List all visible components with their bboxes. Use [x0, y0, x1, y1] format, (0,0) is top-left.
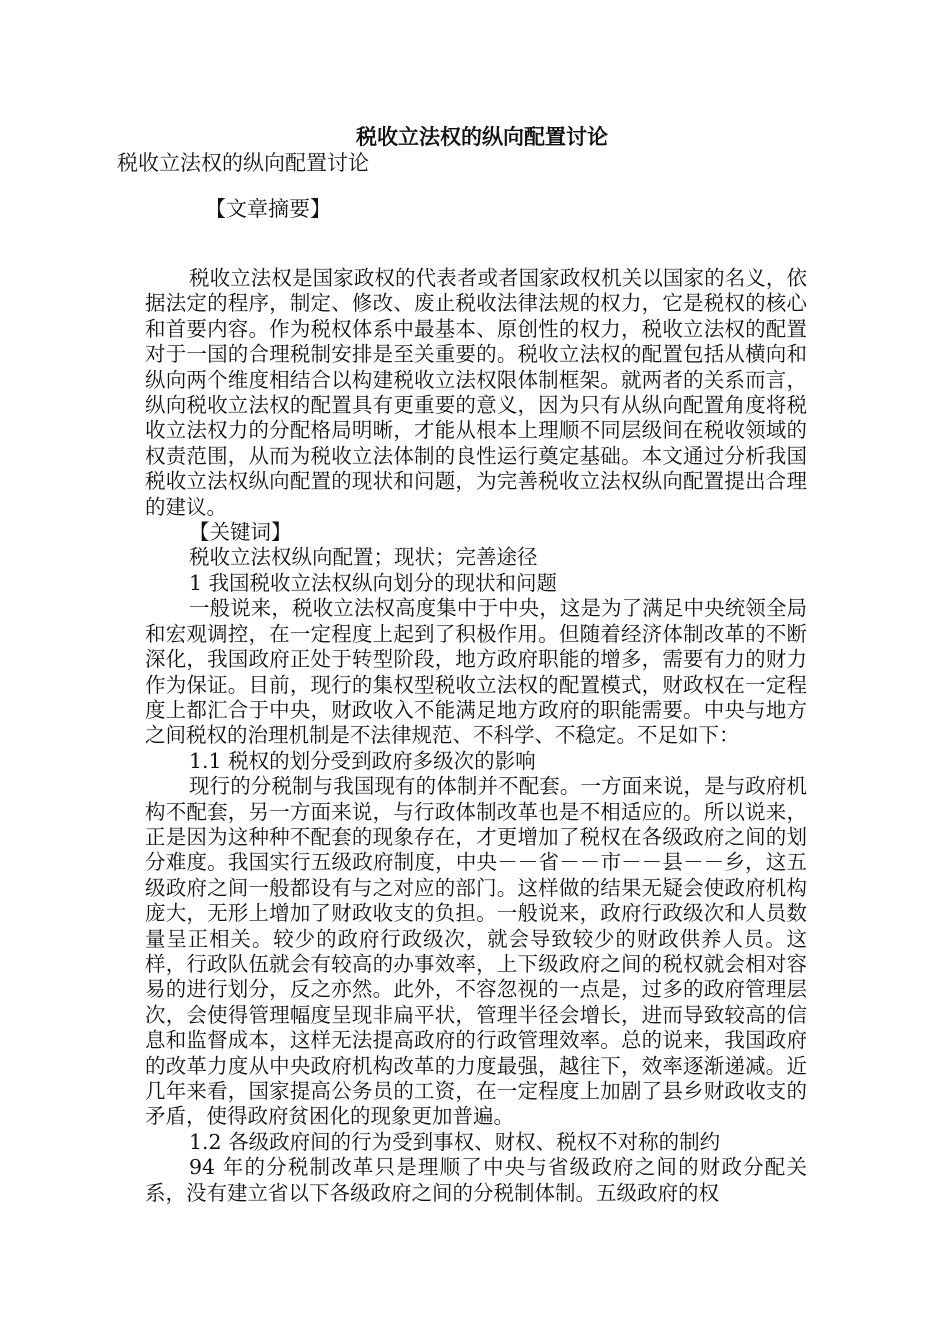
- keywords-heading: 【关键词】: [189, 520, 292, 545]
- document-subtitle: 税收立法权的纵向配置讨论: [117, 151, 369, 175]
- document-title: 税收立法权的纵向配置讨论: [356, 124, 608, 149]
- document-page: [117, 124, 807, 1206]
- section-1-1-heading: 1.1 税权的划分受到政府多级次的影响: [189, 748, 536, 773]
- section-1-heading: 1 我国税收立法权纵向划分的现状和问题: [189, 570, 558, 595]
- section-1-2-heading: 1.2 各级政府间的行为受到事权、财权、税权不对称的制约: [189, 1129, 721, 1154]
- section-1-paragraph: 一般说来，税收立法权高度集中于中央，这是为了满足中央统领全局和宏观调控，在一定程度上起到了积极作用。但随着经济体制改革的不断深化，我国政府正处于转型阶段，地方政府职能的增多，需要有力的财力作为保证。目前，现行的集权型税收立法权的配置模式，财政权在一定程度上都汇合于中央，财政收入不能满足地方政府的职能需要。中央与地方之间税权的治理机制是不法律规范、不科学、不稳定。不足如下：: [145, 596, 807, 748]
- section-1-2-paragraph: 94 年的分税制改革只是理顺了中央与省级政府之间的财政分配关系，没有建立省以下各级政府之间的分税制体制。五级政府的权: [145, 1155, 807, 1205]
- abstract-paragraph: 税收立法权是国家政权的代表者或者国家政权机关以国家的名义，依据法定的程序，制定、修改、废止税收法律法规的权力，它是税权的核心和首要内容。作为税权体系中最基本、原创性的权力，税收立法权的配置对于一国的合理税制安排是至关重要的。税收立法权的配置包括从横向和纵向两个维度相结合以构建税收立法权限体制框架。就两者的关系而言，纵向税收立法权的配置具有更重要的意义，因为只有从纵向配置角度将税收立法权力的分配格局明晰，才能从根本上理顺不同层级间在税收领域的权责范围，从而为税收立法体制的良性运行奠定基础。本文通过分析我国税收立法权纵向配置的现状和问题，为完善税收立法权纵向配置提出合理的建议。: [145, 266, 807, 519]
- keywords-text: 税收立法权纵向配置；现状；完善途径: [189, 545, 538, 570]
- section-1-1-paragraph: 现行的分税制与我国现有的体制并不配套。一方面来说，是与政府机构不配套，另一方面来说，与行政体制改革也是不相适应的。所以说来，正是因为这种种不配套的现象存在，才更增加了税权在各级政府之间的划分难度。我国实行五级政府制度，中央－－省－－市－－县－－乡，这五级政府之间一般都设有与之对应的部门。这样做的结果无疑会使政府机构庞大，无形上增加了财政收支的负担。一般说来，政府行政级次和人员数量呈正相关。较少的政府行政级次，就会导致较少的财政供养人员。这样，行政队伍就会有较高的办事效率，上下级政府之间的税权就会相对容易的进行划分，反之亦然。此外，不容忽视的一点是，过多的政府管理层次，会使得管理幅度呈现非扁平状，管理半径会增长，进而导致较高的信息和监督成本，这样无法提高政府的行政管理效率。总的说来，我国政府的改革力度从中央政府机构改革的力度最强，越往下，效率逐渐递减。近几年来看，国家提高公务员的工资，在一定程度上加剧了县乡财政收支的矛盾，使得政府贫困化的现象更加普遍。: [145, 774, 807, 1129]
- abstract-heading: 【文章摘要】: [205, 197, 331, 221]
